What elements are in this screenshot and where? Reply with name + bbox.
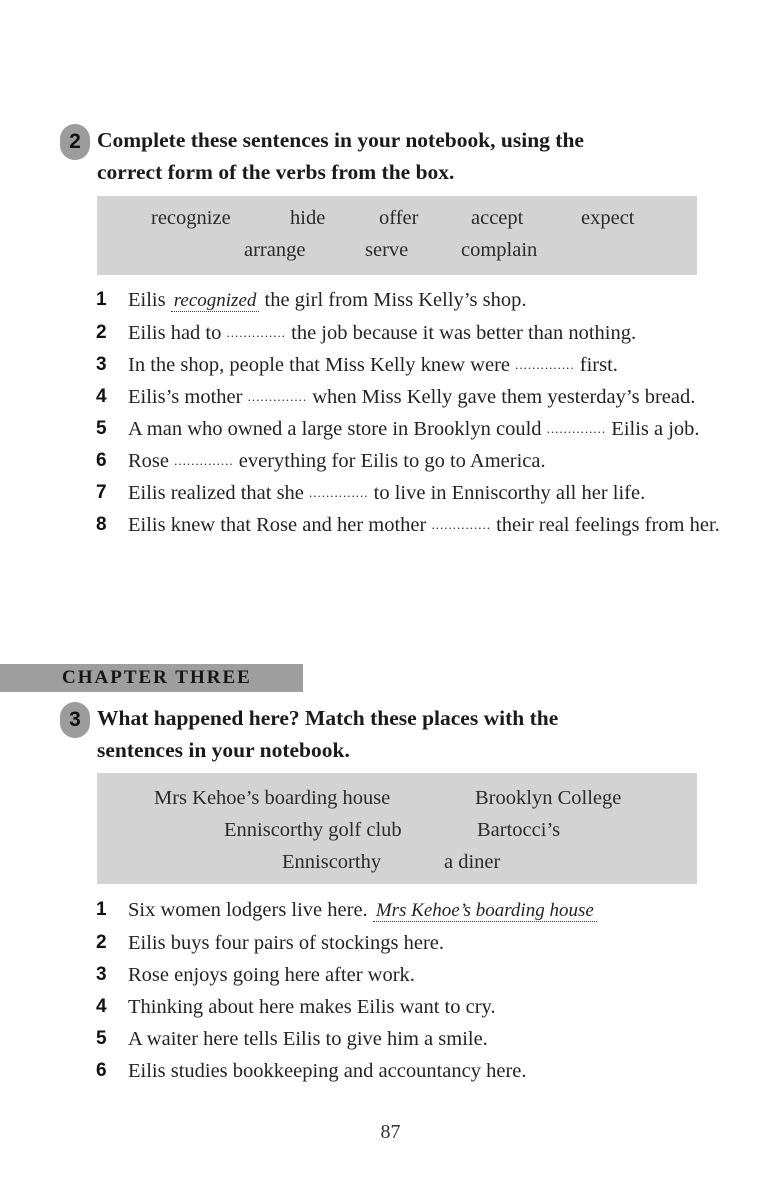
exercise-3-heading <box>60 702 720 766</box>
list-item: 4 Thinking about here makes Eilis want to cry. <box>96 996 496 1018</box>
list-item: 2 Eilis had to .............. the job because it was better than nothing. <box>96 322 637 344</box>
exercise-instructions: Complete these sentences in your notebook, using the correct form of the verbs from the box. <box>97 128 584 184</box>
answer-blank: .............. <box>247 389 308 404</box>
list-item: 1 Eilis recognized the girl from Miss Kelly’s shop. <box>96 289 527 311</box>
word-box-item: recognize <box>151 207 231 229</box>
list-item: 3 Rose enjoys going here after work. <box>96 964 415 986</box>
places-word-box <box>97 773 697 884</box>
example-answer: recognized <box>171 290 260 312</box>
list-item: 7 Eilis realized that she .............. to live in Enniscorthy all her life. <box>96 482 646 504</box>
list-item: 5 A waiter here tells Eilis to give him a smile. <box>96 1028 488 1050</box>
exercise-instructions: What happened here? Match these places with the sentences in your notebook. <box>97 706 559 762</box>
exercise-2-sentence-list <box>96 284 736 541</box>
list-item: 2 Eilis buys four pairs of stockings here. <box>96 932 444 954</box>
word-box-item: hide <box>290 207 326 229</box>
list-item: 4 Eilis’s mother .............. when Miss Kelly gave them yesterday’s bread. <box>96 386 696 408</box>
list-item: 5 A man who owned a large store in Brooklyn could .............. Eilis a job. <box>96 418 700 440</box>
word-box-item: Bartocci’s <box>477 819 561 841</box>
word-box-item: Enniscorthy <box>282 851 382 873</box>
answer-blank: .............. <box>515 357 575 372</box>
list-item: 8 Eilis knew that Rose and her mother .............. their real feelings from her. <box>96 514 720 536</box>
word-box-item: expect <box>581 207 635 229</box>
word-box-item: accept <box>471 207 524 229</box>
word-box-item: arrange <box>244 239 306 261</box>
word-box-item: a diner <box>444 851 501 873</box>
list-item: 1 Six women lodgers live here. Mrs Kehoe’s boarding house <box>96 894 736 927</box>
page-number: 87 <box>380 1121 401 1143</box>
word-box-item: Enniscorthy golf club <box>224 819 402 841</box>
list-item: 6 Rose .............. everything for Eilis to go to America. <box>96 450 546 472</box>
word-box-item: complain <box>461 239 538 261</box>
exercise-number-badge: 2 <box>60 124 90 160</box>
exercise-3-sentence-list <box>96 894 736 1087</box>
word-box-item: Brooklyn College <box>475 787 622 809</box>
answer-blank: .............. <box>174 453 234 468</box>
answer-blank: .............. <box>546 421 607 436</box>
list-item: 6 Eilis studies bookkeeping and accountancy here. <box>96 1060 527 1082</box>
exercise-number-badge: 3 <box>60 702 90 738</box>
answer-blank: .............. <box>309 485 369 500</box>
word-box-item: serve <box>365 239 409 261</box>
verb-word-box <box>97 196 697 275</box>
exercise-2-heading <box>60 124 720 188</box>
example-answer: Mrs Kehoe’s boarding house <box>373 900 597 922</box>
answer-blank: .............. <box>226 325 287 340</box>
chapter-heading: CHAPTER THREE <box>0 664 303 692</box>
answer-blank: .............. <box>431 517 491 532</box>
word-box-item: Mrs Kehoe’s boarding house <box>154 787 391 809</box>
list-item: 3 In the shop, people that Miss Kelly knew were .............. first. <box>96 354 618 376</box>
word-box-item: offer <box>379 207 419 229</box>
